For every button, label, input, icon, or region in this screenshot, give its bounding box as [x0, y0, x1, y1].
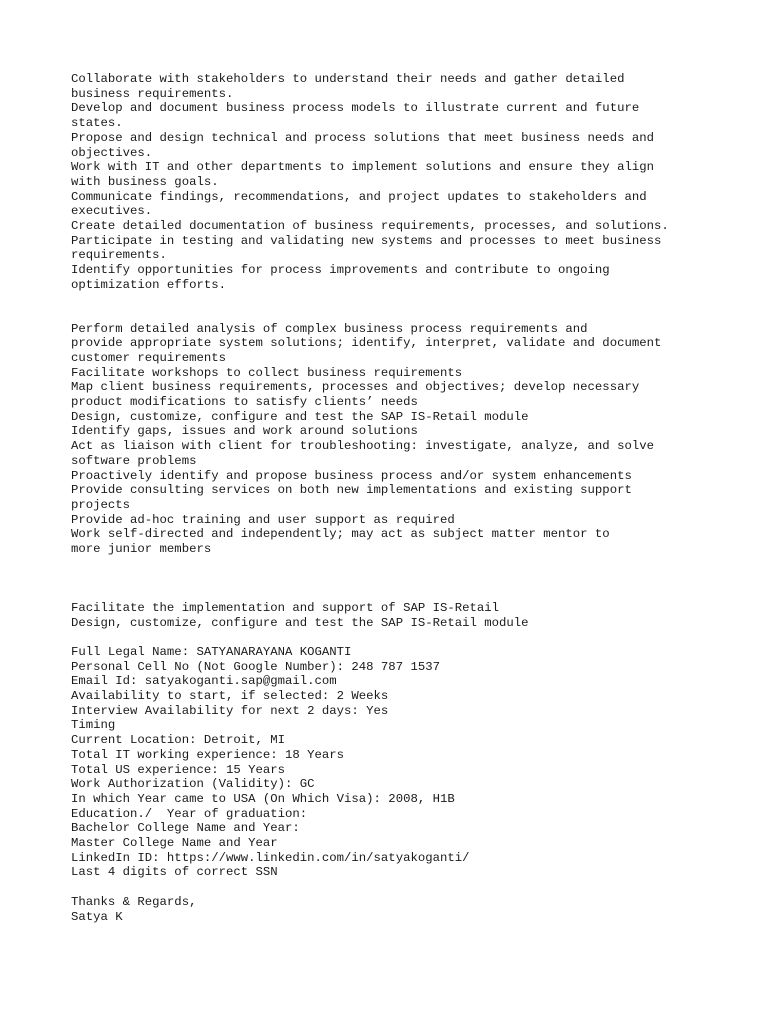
analysis-duties-section	[71, 322, 711, 557]
text-line: Facilitate the implementation and support of SAP IS-Retail	[71, 600, 500, 615]
signature-section	[71, 895, 711, 924]
text-line: Participate in testing and validating new systems and processes to meet business	[71, 233, 662, 248]
text-line: Collaborate with stakeholders to understand their needs and gather detailed	[71, 72, 625, 86]
text-line: Availability to start, if selected: 2 Weeks	[71, 689, 389, 703]
text-line: Provide ad-hoc training and user support as required	[71, 512, 455, 527]
text-line: states.	[71, 116, 123, 131]
text-line: LinkedIn ID: https://www.linkedin.com/in/satyakoganti/	[71, 850, 470, 865]
candidate-details-section	[71, 645, 711, 880]
text-line: Education./ Year of graduation:	[71, 806, 308, 821]
text-line: Perform detailed analysis of complex business process requirements and	[71, 321, 588, 336]
text-line: In which Year came to USA (On Which Visa): 2008, H1B	[71, 791, 455, 806]
text-line: Propose and design technical and process solutions that meet business needs and	[71, 130, 654, 145]
text-line: Develop and document business process models to illustrate current and future	[71, 101, 640, 116]
text-line: business requirements.	[71, 86, 234, 101]
sap-summary-section	[71, 601, 711, 630]
text-line: Map client business requirements, processes and objectives; develop necessary	[71, 380, 640, 395]
text-line: Proactively identify and propose business process and/or system enhancements	[71, 468, 632, 483]
text-line: Work self-directed and independently; may act as subject matter mentor to	[71, 527, 610, 542]
text-line: Personal Cell No (Not Google Number): 248 787 1537	[71, 659, 440, 674]
text-line: Current Location: Detroit, MI	[71, 733, 286, 748]
text-line: product modifications to satisfy clients’ needs	[71, 395, 418, 410]
text-line: requirements.	[71, 248, 167, 263]
text-line: more junior members	[71, 542, 212, 557]
text-line: Thanks & Regards,	[71, 894, 197, 909]
text-line: Design, customize, configure and test the SAP IS-Retail module	[71, 615, 529, 630]
text-line: objectives.	[71, 145, 153, 160]
text-line: Identify gaps, issues and work around solutions	[71, 424, 418, 439]
responsibilities-section	[71, 72, 711, 293]
document-page	[71, 72, 711, 924]
text-line: Timing	[71, 718, 116, 733]
text-line: provide appropriate system solutions; identify, interpret, validate and document	[71, 336, 662, 351]
text-line: Facilitate workshops to collect business requirements	[71, 365, 463, 380]
text-line: projects	[71, 497, 131, 512]
text-line: Satya K	[71, 909, 123, 924]
text-line: Act as liaison with client for troubleshooting: investigate, analyze, and solve	[71, 439, 654, 454]
text-line: Email Id: satyakoganti.sap@gmail.com	[71, 674, 337, 689]
text-line: Last 4 digits of correct SSN	[71, 865, 278, 880]
text-line: Work with IT and other departments to implement solutions and ensure they align	[71, 160, 654, 175]
text-line: with business goals.	[71, 174, 219, 189]
text-line: Total US experience: 15 Years	[71, 762, 286, 777]
text-line: Interview Availability for next 2 days: Yes	[71, 703, 389, 718]
text-line: customer requirements	[71, 350, 226, 365]
text-line: Design, customize, configure and test the SAP IS-Retail module	[71, 409, 529, 424]
text-line: Provide consulting services on both new implementations and existing support	[71, 483, 632, 498]
text-line: optimization efforts.	[71, 277, 226, 292]
text-line: software problems	[71, 453, 197, 468]
text-line: Communicate findings, recommendations, and project updates to stakeholders and	[71, 189, 647, 204]
text-line: Full Legal Name: SATYANARAYANA KOGANTI	[71, 644, 352, 659]
text-line: Total IT working experience: 18 Years	[71, 747, 345, 762]
text-line: Create detailed documentation of business requirements, processes, and solutions.	[71, 219, 669, 234]
text-line: executives.	[71, 204, 153, 219]
text-line: Bachelor College Name and Year:	[71, 821, 300, 836]
text-line: Master College Name and Year	[71, 836, 278, 851]
text-line: Work Authorization (Validity): GC	[71, 777, 315, 792]
text-line: Identify opportunities for process improvements and contribute to ongoing	[71, 263, 610, 278]
